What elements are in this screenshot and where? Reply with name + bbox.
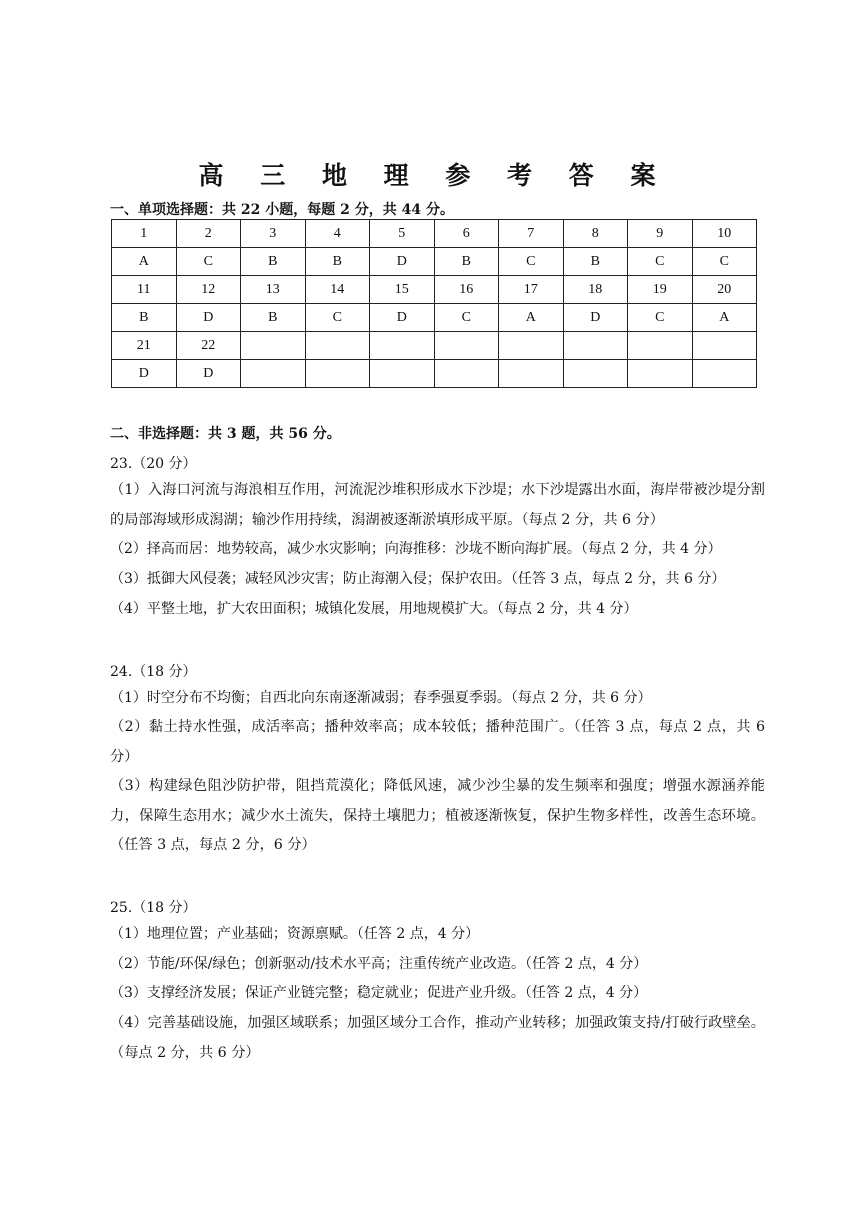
question-number-cell: 15: [370, 276, 435, 304]
answer-cell: B: [112, 304, 177, 332]
answer-cell: [628, 360, 693, 388]
answer-cell: C: [305, 304, 370, 332]
question-number-cell: 9: [628, 220, 693, 248]
answer-cell: C: [692, 248, 757, 276]
answer-cell: C: [434, 304, 499, 332]
answer-cell: C: [176, 248, 241, 276]
answer-cell: [241, 360, 306, 388]
q23-answer-4: （4）平整土地，扩大农田面积；城镇化发展，用地规模扩大。（每点 2 分，共 4 分）: [110, 601, 638, 617]
answer-cell: D: [112, 360, 177, 388]
question-number-cell: 20: [692, 276, 757, 304]
question-number-row: [112, 332, 757, 360]
question-number-cell: [499, 332, 564, 360]
section2-heading: 二、非选择题：共 3 题，共 56 分。: [110, 426, 341, 442]
question-number-cell: [305, 332, 370, 360]
answer-cell: [305, 360, 370, 388]
q24-answer-3: （3）构建绿色阻沙防护带，阻挡荒漠化；降低风速，减少沙尘暴的发生频率和强度；增强水源涵养能力，保障生态用水；减少水土流失，保持土壤肥力；植被逐渐恢复，保护生物多样性，改善生态环境。（任答 3 点，每点 2 分，6 分）: [110, 778, 765, 853]
answer-cell: B: [305, 248, 370, 276]
answer-cell: A: [499, 304, 564, 332]
q25-answer-1: （1）地理位置；产业基础；资源禀赋。（任答 2 点，4 分）: [110, 926, 480, 942]
q25-answer-2: （2）节能/环保/绿色；创新驱动/技术水平高；注重传统产业改造。（任答 2 点，4 分）: [110, 956, 648, 972]
answer-cell: B: [241, 304, 306, 332]
answer-cell: D: [176, 360, 241, 388]
answer-cell: [563, 360, 628, 388]
question-number-cell: 12: [176, 276, 241, 304]
answer-cell: [499, 360, 564, 388]
question-number-cell: [628, 332, 693, 360]
q23-heading: 23.（20 分）: [110, 456, 197, 472]
question-number-cell: 8: [563, 220, 628, 248]
answer-cell: B: [434, 248, 499, 276]
question-number-cell: 13: [241, 276, 306, 304]
q25-answer-3: （3）支撑经济发展；保证产业链完整；稳定就业；促进产业升级。（任答 2 点，4 分）: [110, 985, 648, 1001]
answer-cell: C: [628, 304, 693, 332]
question-number-cell: 5: [370, 220, 435, 248]
q25-heading: 25.（18 分）: [110, 900, 197, 916]
q24-answer-1: （1）时空分布不均衡；自西北向东南逐渐减弱；春季强夏季弱。（每点 2 分，共 6 分）: [110, 690, 652, 706]
answer-cell: C: [499, 248, 564, 276]
answer-cell: [434, 360, 499, 388]
answer-row: [112, 304, 757, 332]
page-title: 高 三 地 理 参 考 答 案: [198, 161, 670, 190]
answer-cell: D: [370, 248, 435, 276]
answer-cell: D: [370, 304, 435, 332]
answer-row: [112, 360, 757, 388]
question-number-cell: 2: [176, 220, 241, 248]
question-number-cell: [563, 332, 628, 360]
section1-heading: 一、单项选择题：共 22 小题，每题 2 分，共 44 分。: [110, 202, 454, 218]
question-number-row: [112, 276, 757, 304]
answer-cell: [692, 360, 757, 388]
answer-cell: D: [176, 304, 241, 332]
q23-answer-1: （1）入海口河流与海浪相互作用，河流泥沙堆积形成水下沙堤；水下沙堤露出水面，海岸带被沙堤分割的局部海域形成潟湖；输沙作用持续，潟湖被逐渐淤填形成平原。（每点 2 分，共 6 分）: [110, 482, 765, 528]
question-number-cell: 18: [563, 276, 628, 304]
question-number-cell: 19: [628, 276, 693, 304]
answer-cell: A: [692, 304, 757, 332]
answer-cell: A: [112, 248, 177, 276]
answer-table: [111, 219, 757, 388]
q24-heading: 24.（18 分）: [110, 664, 197, 680]
answer-cell: B: [563, 248, 628, 276]
q23-answer-2: （2）择高而居：地势较高，减少水灾影响；向海推移：沙垅不断向海扩展。（每点 2 分，共 4 分）: [110, 541, 722, 557]
answer-cell: [370, 360, 435, 388]
answer-row: [112, 248, 757, 276]
answer-cell: D: [563, 304, 628, 332]
question-number-cell: 14: [305, 276, 370, 304]
q25-answer-4: （4）完善基础设施，加强区域联系；加强区域分工合作，推动产业转移；加强政策支持/打破行政壁垒。（每点 2 分，共 6 分）: [110, 1015, 765, 1061]
question-number-cell: 16: [434, 276, 499, 304]
question-number-row: [112, 220, 757, 248]
question-number-cell: 22: [176, 332, 241, 360]
question-number-cell: 11: [112, 276, 177, 304]
question-number-cell: 17: [499, 276, 564, 304]
question-number-cell: 10: [692, 220, 757, 248]
answer-cell: C: [628, 248, 693, 276]
question-number-cell: [692, 332, 757, 360]
question-number-cell: 4: [305, 220, 370, 248]
question-number-cell: 6: [434, 220, 499, 248]
question-number-cell: [370, 332, 435, 360]
q24-answer-2: （2）黏土持水性强，成活率高；播种效率高；成本较低；播种范围广。（任答 3 点，每点 2 点，共 6 分）: [110, 719, 765, 765]
question-number-cell: 21: [112, 332, 177, 360]
q23-answer-3: （3）抵御大风侵袭；减轻风沙灾害；防止海潮入侵；保护农田。（任答 3 点，每点 2 分，共 6 分）: [110, 571, 726, 587]
question-number-cell: 7: [499, 220, 564, 248]
question-number-cell: 3: [241, 220, 306, 248]
question-number-cell: 1: [112, 220, 177, 248]
answer-cell: B: [241, 248, 306, 276]
question-number-cell: [434, 332, 499, 360]
question-number-cell: [241, 332, 306, 360]
